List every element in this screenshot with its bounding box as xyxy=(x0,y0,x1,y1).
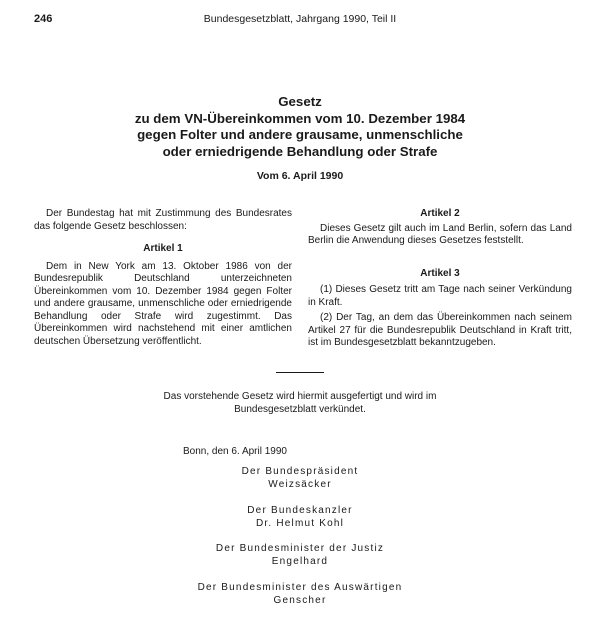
law-date: Vom 6. April 1990 xyxy=(256,170,344,182)
signatory-2 xyxy=(0,505,600,530)
signatory-name: Dr. Helmut Kohl xyxy=(255,517,345,529)
title-line-3: gegen Folter und andere grausame, unmenschliche xyxy=(137,127,463,142)
signatory-name: Engelhard xyxy=(271,555,329,567)
signatory-1 xyxy=(0,466,600,491)
place-date: Bonn, den 6. April 1990 xyxy=(183,446,287,457)
title-line-1: Gesetz xyxy=(278,94,322,109)
article-1-text: Dem in New York am 13. Oktober 1986 von der Bundesrepublik Deutschland unterzeichneten Übereinkommen vom 10. Dezember 1984 gegen Folter und andere grausame, unmenschliche oder erniedrigende Behandlung oder Strafe wird zugestimmt. Das Übereinkommen wird nachstehend mit einer amtlichen deutschen Übersetzung veröffentlicht. xyxy=(34,260,292,347)
right-column xyxy=(308,208,572,350)
law-title xyxy=(0,94,600,160)
article-2-heading: Artikel 2 xyxy=(420,208,460,219)
intro-paragraph: Der Bundestag hat mit Zustimmung des Bundesrates das folgende Gesetz beschlossen: xyxy=(34,208,292,232)
signatory-role: Der Bundespräsident xyxy=(241,466,359,477)
closing-text: Das vorstehende Gesetz wird hiermit ausgefertigt und wird im Bundesgesetzblatt verkündet. xyxy=(163,391,437,415)
signatory-3 xyxy=(0,543,600,568)
signatory-role: Der Bundeskanzler xyxy=(247,505,353,516)
signatory-role: Der Bundesminister des Auswärtigen xyxy=(197,582,403,593)
left-column xyxy=(34,208,292,348)
divider xyxy=(276,372,324,373)
signatory-name: Weizsäcker xyxy=(268,478,332,490)
running-header: Bundesgesetzblatt, Jahrgang 1990, Teil II xyxy=(203,13,397,25)
article-3-paragraph-1: (1) Dieses Gesetz tritt am Tage nach seiner Verkündung in Kraft. xyxy=(308,284,572,308)
signatory-4 xyxy=(0,582,600,607)
article-3-paragraph-2: (2) Der Tag, an dem das Übereinkommen nach seinem Artikel 27 für die Bundesrepublik Deutschland in Kraft tritt, ist im Bundesgesetzblatt bekanntzugeben. xyxy=(308,312,572,348)
title-line-4: oder erniedrigende Behandlung oder Strafe xyxy=(162,143,438,159)
title-line-2: zu dem VN-Übereinkommen vom 10. Dezember 1984 xyxy=(134,110,466,126)
signatory-role: Der Bundesminister der Justiz xyxy=(215,543,385,554)
signatory-name: Genscher xyxy=(273,594,327,606)
page-number: 246 xyxy=(34,13,53,25)
article-3-heading: Artikel 3 xyxy=(420,267,460,279)
article-1-heading: Artikel 1 xyxy=(143,243,183,254)
article-2-text: Dieses Gesetz gilt auch im Land Berlin, sofern das Land Berlin die Anwendung dieses Gesetzes feststellt. xyxy=(308,222,572,246)
